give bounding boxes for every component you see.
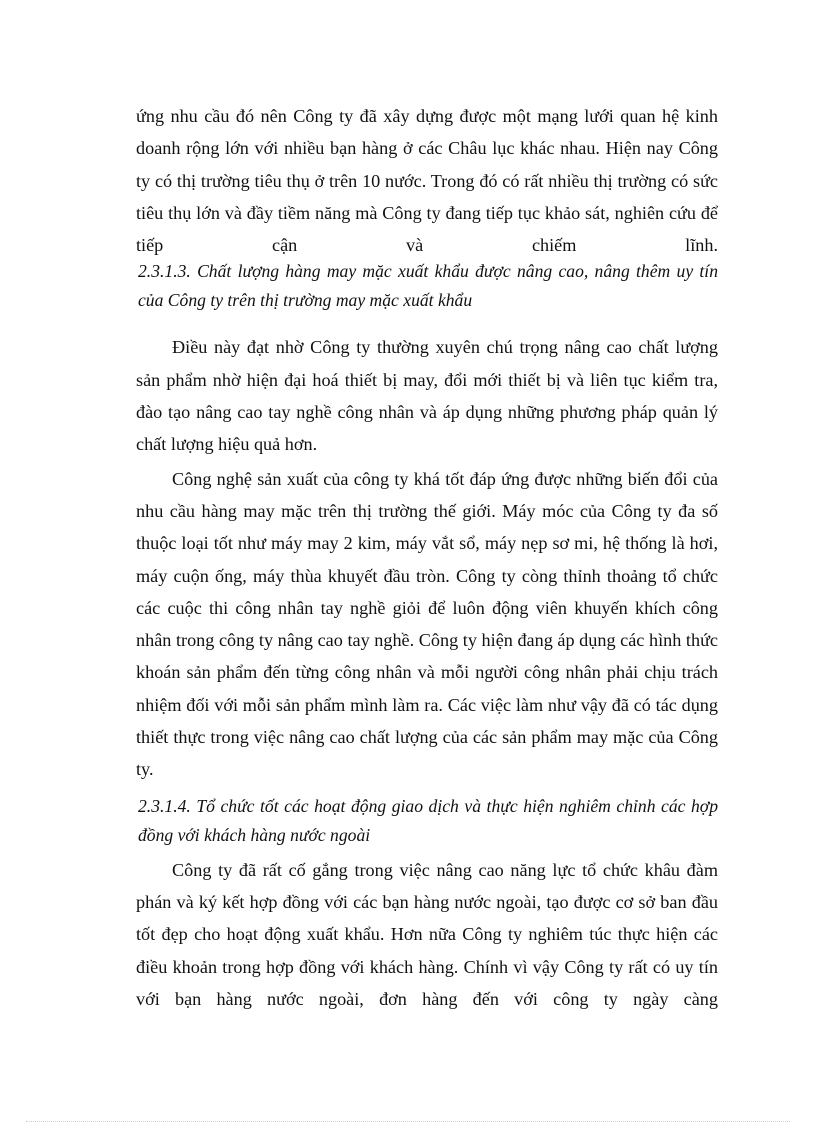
page-bottom-rule <box>26 1121 790 1122</box>
paragraph-production-technology: Công nghệ sản xuất của công ty khá tốt đáp ứng được những biến đổi của nhu cầu hàng may mặc trên thị trường thế giới. Máy móc của Công ty đa số thuộc loại tốt như máy may 2 kim, máy vắt sổ, máy nẹp sơ mi, hệ thống là hơi, máy cuộn ống, máy thùa khuyết đầu tròn. Công ty còng thỉnh thoảng tổ chức các cuộc thi công nhân tay nghề giỏi để luôn động viên khuyến khích công nhân trong công ty nâng cao tay nghề. Công ty hiện đang áp dụng các hình thức khoán sản phẩm đến từng công nhân và mỗi người công nhân phải chịu trách nhiệm đối với mỗi sản phẩm mình làm ra. Các việc làm như vậy đã có tác dụng thiết thực trong việc nâng cao chất lượng của các sản phẩm may mặc của Công ty. <box>136 468 718 780</box>
paragraph-contract-negotiation: Công ty đã rất cố gắng trong việc nâng cao năng lực tổ chức khâu đàm phán và ký kết hợp đồng với các bạn hàng nước ngoài, tạo được cơ sở ban đầu tốt đẹp cho hoạt động xuất khẩu. Hơn nữa Công ty nghiêm túc thực hiện các điều khoản trong hợp đồng với khách hàng. Chính vì vậy Công ty rất có uy tín với bạn hàng nước ngoài, đơn hàng đến với công ty ngày càng <box>136 859 718 1009</box>
document-page <box>136 100 718 1015</box>
paragraph-quality-improvement: Điều này đạt nhờ Công ty thường xuyên chú trọng nâng cao chất lượng sản phẩm nhờ hiện đại hoá thiết bị may, đổi mới thiết bị và liên tục kiểm tra, đào tạo nâng cao tay nghề công nhân và áp dụng những phương pháp quản lý chất lượng hiệu quả hơn. <box>136 337 718 455</box>
section-heading-2-3-1-3: 2.3.1.3. Chất lượng hàng may mặc xuất khẩu được nâng cao, nâng thêm uy tín của Công ty trên thị trường may mặc xuất khẩu <box>138 261 718 311</box>
section-heading-2-3-1-4: 2.3.1.4. Tổ chức tốt các hoạt động giao dịch và thực hiện nghiêm chỉnh các hợp đồng với khách hàng nước ngoài <box>138 795 718 845</box>
paragraph-market-network: ứng nhu cầu đó nên Công ty đã xây dựng được một mạng lưới quan hệ kinh doanh rộng lớn với nhiều bạn hàng ở các Châu lục khác nhau. Hiện nay Công ty có thị trường tiêu thụ ở trên 10 nước. Trong đó có rất nhiều thị trường có sức tiêu thụ lớn và đầy tiềm năng mà Công ty đang tiếp tục khảo sát, nghiên cứu để tiếp cận và chiếm lĩnh. <box>136 106 718 256</box>
